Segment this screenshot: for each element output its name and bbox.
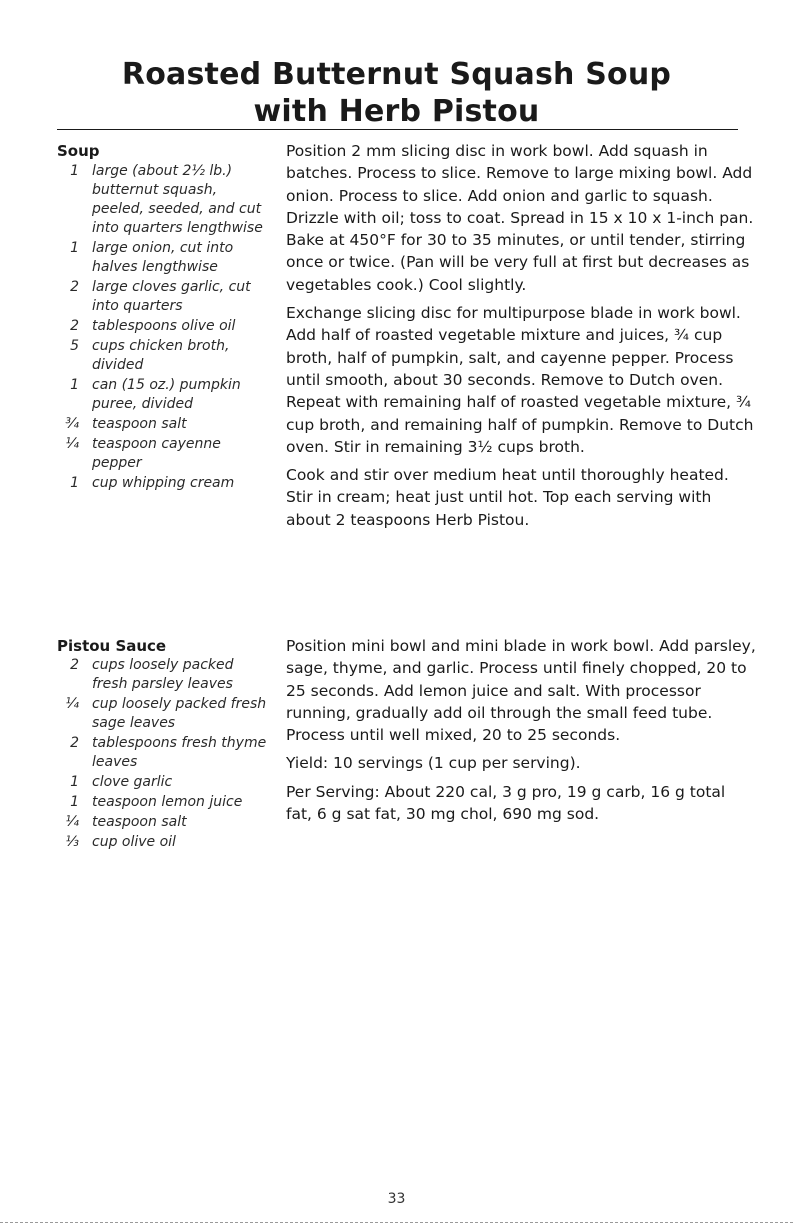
ingredient-text: large cloves garlic, cut into quarters [92, 279, 251, 314]
ingredient-quantity: 1 [70, 475, 79, 491]
soup-heading: Soup [57, 142, 100, 160]
title-divider [57, 129, 738, 130]
ingredient-text: cup olive oil [92, 834, 176, 850]
ingredient-item [57, 278, 272, 316]
ingredient-text: can (15 oz.) pumpkin puree, divided [92, 377, 241, 412]
ingredient-text: cups loosely packed fresh parsley leaves [92, 657, 234, 692]
instruction-paragraph: Exchange slicing disc for multipurpose blade in work bowl. Add half of roasted vegetable mixture and juices, ¾ cup broth, half of pumpkin, salt, and cayenne pepper. Process until smooth, about 30 seconds. Remove to Dutch oven. Repeat with remaining half of roasted vegetable mixture, ¾ cup broth, and remaining half of pumpkin. Remove to Dutch oven. Stir in remaining 3½ cups broth. [286, 304, 754, 456]
pistou-heading: Pistou Sauce [57, 637, 167, 655]
ingredient-item [57, 656, 272, 694]
ingredient-item [57, 474, 272, 493]
ingredient-quantity: ⅓ [65, 834, 79, 850]
ingredient-text: teaspoon salt [92, 814, 187, 830]
page-bottom-edge [0, 1222, 793, 1223]
ingredient-quantity: 2 [70, 318, 79, 334]
ingredient-item [57, 773, 272, 792]
ingredient-quantity: 2 [70, 279, 79, 295]
recipe-title-line-2: with Herb Pistou [253, 94, 540, 129]
ingredient-text: large onion, cut into halves lengthwise [92, 240, 234, 275]
ingredient-item [57, 376, 272, 414]
soup-ingredient-list [57, 162, 272, 493]
ingredient-item [57, 415, 272, 434]
ingredient-text: large (about 2½ lb.) butternut squash, peeled, seeded, and cut into quarters lengthwise [92, 163, 263, 236]
ingredient-item [57, 793, 272, 812]
instruction-paragraph: Per Serving: About 220 cal, 3 g pro, 19 g carb, 16 g total fat, 6 g sat fat, 30 mg chol, 690 mg sod. [286, 782, 726, 824]
ingredient-quantity: ¼ [65, 814, 79, 830]
ingredient-quantity: 1 [70, 377, 79, 393]
ingredient-quantity: ¼ [65, 436, 79, 452]
pistou-instructions [286, 635, 756, 831]
ingredient-quantity: ¼ [65, 696, 79, 712]
instruction-paragraph: Cook and stir over medium heat until thoroughly heated. Stir in cream; heat just until hot. Top each serving with about 2 teaspoons Herb Pistou. [286, 466, 729, 529]
instruction-paragraph: Position 2 mm slicing disc in work bowl. Add squash in batches. Process to slice. Remove to large mixing bowl. Add onion. Process to slice. Add onion and garlic to squash. Drizzle with oil; toss to coat. Spread in 15 x 10 x 1-inch pan. Bake at 450°F for 30 to 35 minutes, or until tender, stirring once or twice. (Pan will be very full at first but decreases as vegetables cook.) Cool slightly. [286, 142, 754, 294]
recipe-title [0, 56, 793, 130]
ingredient-text: cups chicken broth, divided [92, 338, 230, 373]
ingredient-item [57, 317, 272, 336]
ingredient-quantity: 1 [70, 794, 79, 810]
instruction-paragraph: Yield: 10 servings (1 cup per serving). [286, 754, 581, 773]
ingredient-item [57, 337, 272, 375]
ingredient-item [57, 435, 272, 473]
ingredient-quantity: 1 [70, 774, 79, 790]
ingredient-quantity: ¾ [65, 416, 79, 432]
ingredient-quantity: 1 [70, 163, 79, 179]
recipe-title-line-1: Roasted Butternut Squash Soup [121, 57, 672, 92]
ingredient-text: teaspoon cayenne pepper [92, 436, 221, 471]
ingredient-text: cup whipping cream [92, 475, 235, 491]
page-number: 33 [387, 1191, 406, 1207]
ingredient-quantity: 5 [70, 338, 79, 354]
ingredient-text: clove garlic [92, 774, 173, 790]
ingredient-text: tablespoons olive oil [92, 318, 236, 334]
ingredient-item [57, 833, 272, 852]
ingredient-quantity: 1 [70, 240, 79, 256]
ingredient-text: teaspoon lemon juice [92, 794, 243, 810]
instruction-paragraph: Position mini bowl and mini blade in work bowl. Add parsley, sage, thyme, and garlic. Process until finely chopped, 20 to 25 seconds. Add lemon juice and salt. With processor running, gradually add oil through the small feed tube. Process until well mixed, 20 to 25 seconds. [286, 637, 756, 745]
ingredient-text: cup loosely packed fresh sage leaves [92, 696, 267, 731]
ingredient-item [57, 239, 272, 277]
ingredient-quantity: 2 [70, 735, 79, 751]
ingredient-item [57, 695, 272, 733]
pistou-ingredient-list [57, 656, 272, 852]
ingredient-text: teaspoon salt [92, 416, 187, 432]
ingredient-item [57, 162, 272, 238]
ingredient-quantity: 2 [70, 657, 79, 673]
soup-instructions [286, 140, 756, 537]
ingredient-item [57, 813, 272, 832]
ingredient-item [57, 734, 272, 772]
ingredient-text: tablespoons fresh thyme leaves [92, 735, 267, 770]
